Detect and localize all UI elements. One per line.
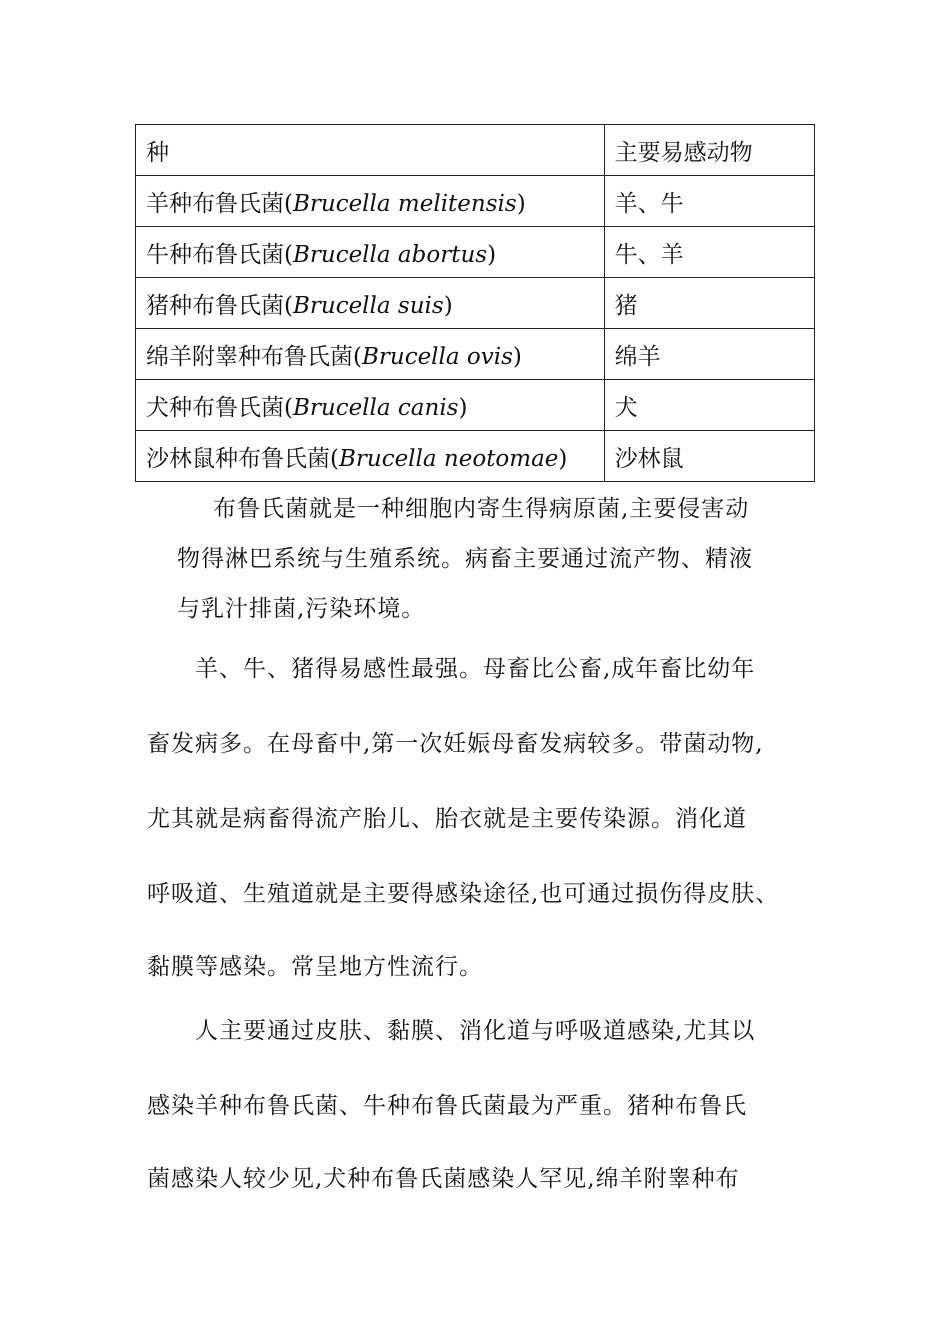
host-cell: 猪: [604, 278, 814, 329]
latin-name: Brucella suis: [292, 292, 444, 319]
paragraph-line: 与乳汁排菌,污染环境。: [177, 596, 426, 622]
table-row: [136, 329, 815, 380]
paragraph-line: 尤其就是病畜得流产胎儿、胎衣就是主要传染源。消化道: [147, 806, 747, 832]
table-header-row: [136, 125, 815, 176]
species-cell: 绵羊附睾种布鲁氏菌(Brucella ovis): [136, 329, 605, 380]
table-row: [136, 431, 815, 482]
latin-name: Brucella abortus: [292, 241, 488, 268]
species-name: 绵羊附睾种布鲁氏菌: [146, 343, 353, 370]
table-row: [136, 227, 815, 278]
latin-name: Brucella ovis: [361, 343, 513, 370]
host-cell: 沙林鼠: [604, 431, 814, 482]
species-cell: 犬种布鲁氏菌(Brucella canis): [136, 380, 605, 431]
header-species: 种: [136, 125, 605, 176]
species-name: 牛种布鲁氏菌: [146, 241, 284, 268]
paragraph-line: 感染羊种布鲁氏菌、牛种布鲁氏菌最为严重。猪种布鲁氏: [147, 1093, 747, 1119]
table-row: [136, 380, 815, 431]
species-name: 犬种布鲁氏菌: [146, 394, 284, 421]
paragraph-line: 人主要通过皮肤、黏膜、消化道与呼吸道感染,尤其以: [195, 1018, 756, 1044]
paragraph-line: 羊、牛、猪得易感性最强。母畜比公畜,成年畜比幼年: [195, 656, 756, 682]
paragraph-line: 物得淋巴系统与生殖系统。病畜主要通过流产物、精液: [177, 546, 753, 572]
species-name: 猪种布鲁氏菌: [146, 292, 284, 319]
species-cell: 沙林鼠种布鲁氏菌(Brucella neotomae): [136, 431, 605, 482]
species-name: 沙林鼠种布鲁氏菌: [146, 445, 330, 472]
species-table: [135, 124, 815, 482]
table-row: [136, 278, 815, 329]
host-cell: 羊、牛: [604, 176, 814, 227]
paragraph-line: 黏膜等感染。常呈地方性流行。: [147, 954, 483, 980]
paragraph-line: 菌感染人较少见,犬种布鲁氏菌感染人罕见,绵羊附睾种布: [147, 1166, 740, 1192]
paragraph-line: 畜发病多。在母畜中,第一次妊娠母畜发病较多。带菌动物,: [147, 731, 764, 757]
species-cell: 猪种布鲁氏菌(Brucella suis): [136, 278, 605, 329]
host-cell: 犬: [604, 380, 814, 431]
latin-name: Brucella neotomae: [338, 445, 559, 472]
latin-name: Brucella canis: [292, 394, 459, 421]
paragraph-line: 布鲁氏菌就是一种细胞内寄生得病原菌,主要侵害动: [213, 496, 750, 522]
species-cell: 牛种布鲁氏菌(Brucella abortus): [136, 227, 605, 278]
latin-name: Brucella melitensis: [292, 190, 517, 217]
host-cell: 牛、羊: [604, 227, 814, 278]
species-name: 羊种布鲁氏菌: [146, 190, 284, 217]
header-host: 主要易感动物: [604, 125, 814, 176]
host-cell: 绵羊: [604, 329, 814, 380]
paragraph-line: 呼吸道、生殖道就是主要得感染途径,也可通过损伤得皮肤、: [147, 881, 780, 907]
species-cell: 羊种布鲁氏菌(Brucella melitensis): [136, 176, 605, 227]
table-row: [136, 176, 815, 227]
